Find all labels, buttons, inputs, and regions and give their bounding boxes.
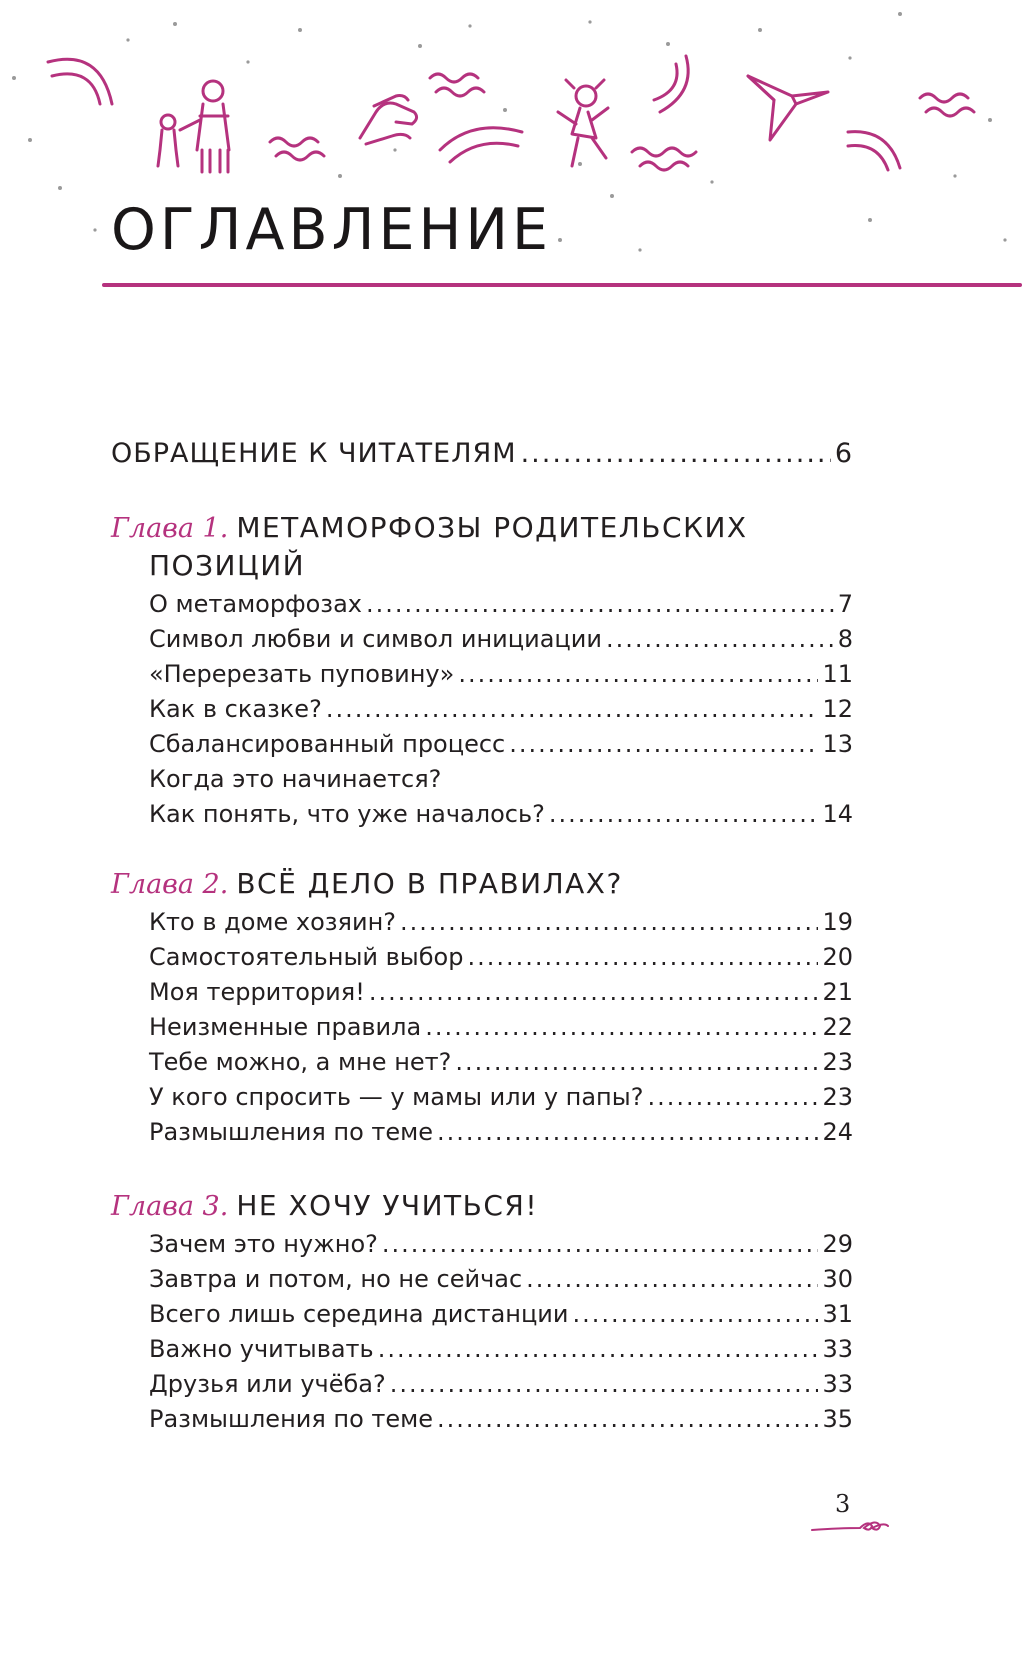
toc-entry[interactable] [149, 1265, 853, 1299]
toc-entry-title: Самостоятельный выбор [149, 943, 464, 971]
toc-entry-title: Кто в доме хозяин? [149, 908, 396, 936]
toc-entry-title: Всего лишь середина дистанции [149, 1300, 569, 1328]
toc-entry-title-line1[interactable]: Когда это начинается? [149, 765, 442, 793]
dot-leader [378, 1335, 819, 1363]
chapter-label: Глава 1. [111, 513, 229, 544]
wave-icon [270, 138, 324, 160]
chapter-1-heading-line2 [149, 546, 909, 586]
chapter-label: Глава 2. [111, 869, 229, 900]
dot-leader [526, 1265, 818, 1293]
toc-entry[interactable] [149, 1118, 853, 1152]
toc-page-number: 13 [822, 730, 853, 758]
toc-entry-title: «Перерезать пуповину» [149, 660, 455, 688]
toc-entry-title: Сбалансированный процесс [149, 730, 506, 758]
page-number: 3 [835, 1490, 851, 1518]
dot-leader [647, 1083, 818, 1111]
dot-leader [382, 1230, 819, 1258]
toc-entry[interactable] [149, 800, 853, 834]
toc-page-number: 23 [822, 1083, 853, 1111]
origami-bird-icon [748, 76, 828, 140]
swash-ornament-icon [810, 1516, 890, 1536]
toc-entry[interactable] [149, 1013, 853, 1047]
dot-leader [455, 1048, 818, 1076]
dot-leader [573, 1300, 819, 1328]
dot-leader [437, 1405, 818, 1433]
dot-leader [521, 438, 831, 469]
chapter-title: НЕ ХОЧУ УЧИТЬСЯ! [236, 1189, 539, 1222]
toc-entry-title: У кого спросить — у мамы или у папы? [149, 1083, 644, 1111]
toc-page-number: 12 [822, 695, 853, 723]
toc-page-number: 29 [822, 1230, 853, 1258]
toc-entry[interactable] [149, 695, 853, 729]
toc-entry-title: Зачем это нужно? [149, 1230, 378, 1258]
dot-leader [606, 625, 834, 653]
toc-entry[interactable] [149, 1230, 853, 1264]
wave-icon [430, 74, 484, 96]
toc-entry[interactable] [149, 1370, 853, 1404]
dancing-kid-icon [558, 80, 608, 166]
chapter-2-heading[interactable] [111, 864, 871, 905]
toc-entry-title: Моя территория! [149, 978, 365, 1006]
rainbow-arc-icon [48, 59, 112, 104]
toc-entry-intro[interactable] [111, 438, 853, 472]
toc-page-number: 33 [822, 1370, 853, 1398]
toc-page-number: 30 [822, 1265, 853, 1293]
dot-leader [326, 695, 819, 723]
toc-entry[interactable] [149, 978, 853, 1012]
toc-entry-title: Друзья или учёба? [149, 1370, 386, 1398]
toc-page-number: 24 [822, 1118, 853, 1146]
toc-page-number: 23 [822, 1048, 853, 1076]
page-title: ОГЛАВЛЕНИЕ [111, 197, 552, 263]
dot-leader [390, 1370, 819, 1398]
dot-leader [549, 800, 819, 828]
chapter-title: ВСЁ ДЕЛО В ПРАВИЛАХ? [236, 867, 623, 900]
toc-entry[interactable] [149, 730, 853, 764]
toc-page-number: 31 [822, 1300, 853, 1328]
toc-entry[interactable] [149, 1300, 853, 1334]
title-underline [102, 283, 1022, 287]
toc-entry[interactable] [149, 625, 853, 659]
wave-icon [632, 148, 696, 170]
toc-page-number: 22 [822, 1013, 853, 1041]
rainbow-arc-icon [848, 132, 900, 170]
toc-entry-title: Размышления по теме [149, 1118, 434, 1146]
chapter-1-heading[interactable] [111, 508, 871, 549]
wave-icon [920, 94, 974, 116]
dot-leader [467, 943, 818, 971]
dot-leader [509, 730, 818, 758]
chapter-3-heading[interactable] [111, 1186, 871, 1227]
dot-leader [437, 1118, 818, 1146]
toc-entry[interactable] [149, 1083, 853, 1117]
toc-entry-title: Важно учитывать [149, 1335, 374, 1363]
toc-entry[interactable] [149, 908, 853, 942]
toc-entry-title: Как в сказке? [149, 695, 322, 723]
toc-entry-title: ОБРАЩЕНИЕ К ЧИТАТЕЛЯМ [111, 438, 517, 469]
toc-page-number: 7 [837, 590, 853, 618]
chapter-label: Глава 3. [111, 1191, 229, 1222]
toc-entry[interactable] [149, 1335, 853, 1369]
holding-hands-icon [360, 96, 417, 145]
toc-page-number: 8 [837, 625, 853, 653]
chapter-title-continued: ПОЗИЦИЙ [149, 549, 306, 582]
toc-page-number: 11 [822, 660, 853, 688]
toc-entry-title: Тебе можно, а мне нет? [149, 1048, 452, 1076]
toc-page-number: 21 [822, 978, 853, 1006]
toc-page-number: 35 [822, 1405, 853, 1433]
dot-leader [458, 660, 818, 688]
chapter-title: МЕТАМОРФОЗЫ РОДИТЕЛЬСКИХ [236, 511, 748, 544]
dot-leader [425, 1013, 818, 1041]
toc-page-number: 33 [822, 1335, 853, 1363]
toc-entry-title: О метаморфозах [149, 590, 362, 618]
toc-entry[interactable] [149, 1048, 853, 1082]
toc-entry[interactable] [149, 1405, 853, 1439]
toc-entry-title: Символ любви и символ инициации [149, 625, 602, 653]
toc-page-number: 19 [822, 908, 853, 936]
dot-leader [369, 978, 819, 1006]
toc-entry[interactable] [149, 590, 853, 624]
toc-page-number: 14 [822, 800, 853, 828]
dot-leader [400, 908, 818, 936]
toc-page-number: 20 [822, 943, 853, 971]
toc-entry-title: Завтра и потом, но не сейчас [149, 1265, 523, 1293]
toc-entry-title: Как понять, что уже началось? [149, 800, 545, 828]
rainbow-arc-icon [654, 56, 688, 112]
dot-leader [366, 590, 834, 618]
parent-child-icon [158, 81, 229, 172]
toc-entry-title: Размышления по теме [149, 1405, 434, 1433]
toc-entry[interactable] [149, 943, 853, 977]
toc-entry[interactable] [149, 660, 853, 694]
rainbow-arc-icon [440, 128, 522, 162]
toc-entry-title: Неизменные правила [149, 1013, 422, 1041]
toc-page-number: 6 [834, 438, 853, 469]
